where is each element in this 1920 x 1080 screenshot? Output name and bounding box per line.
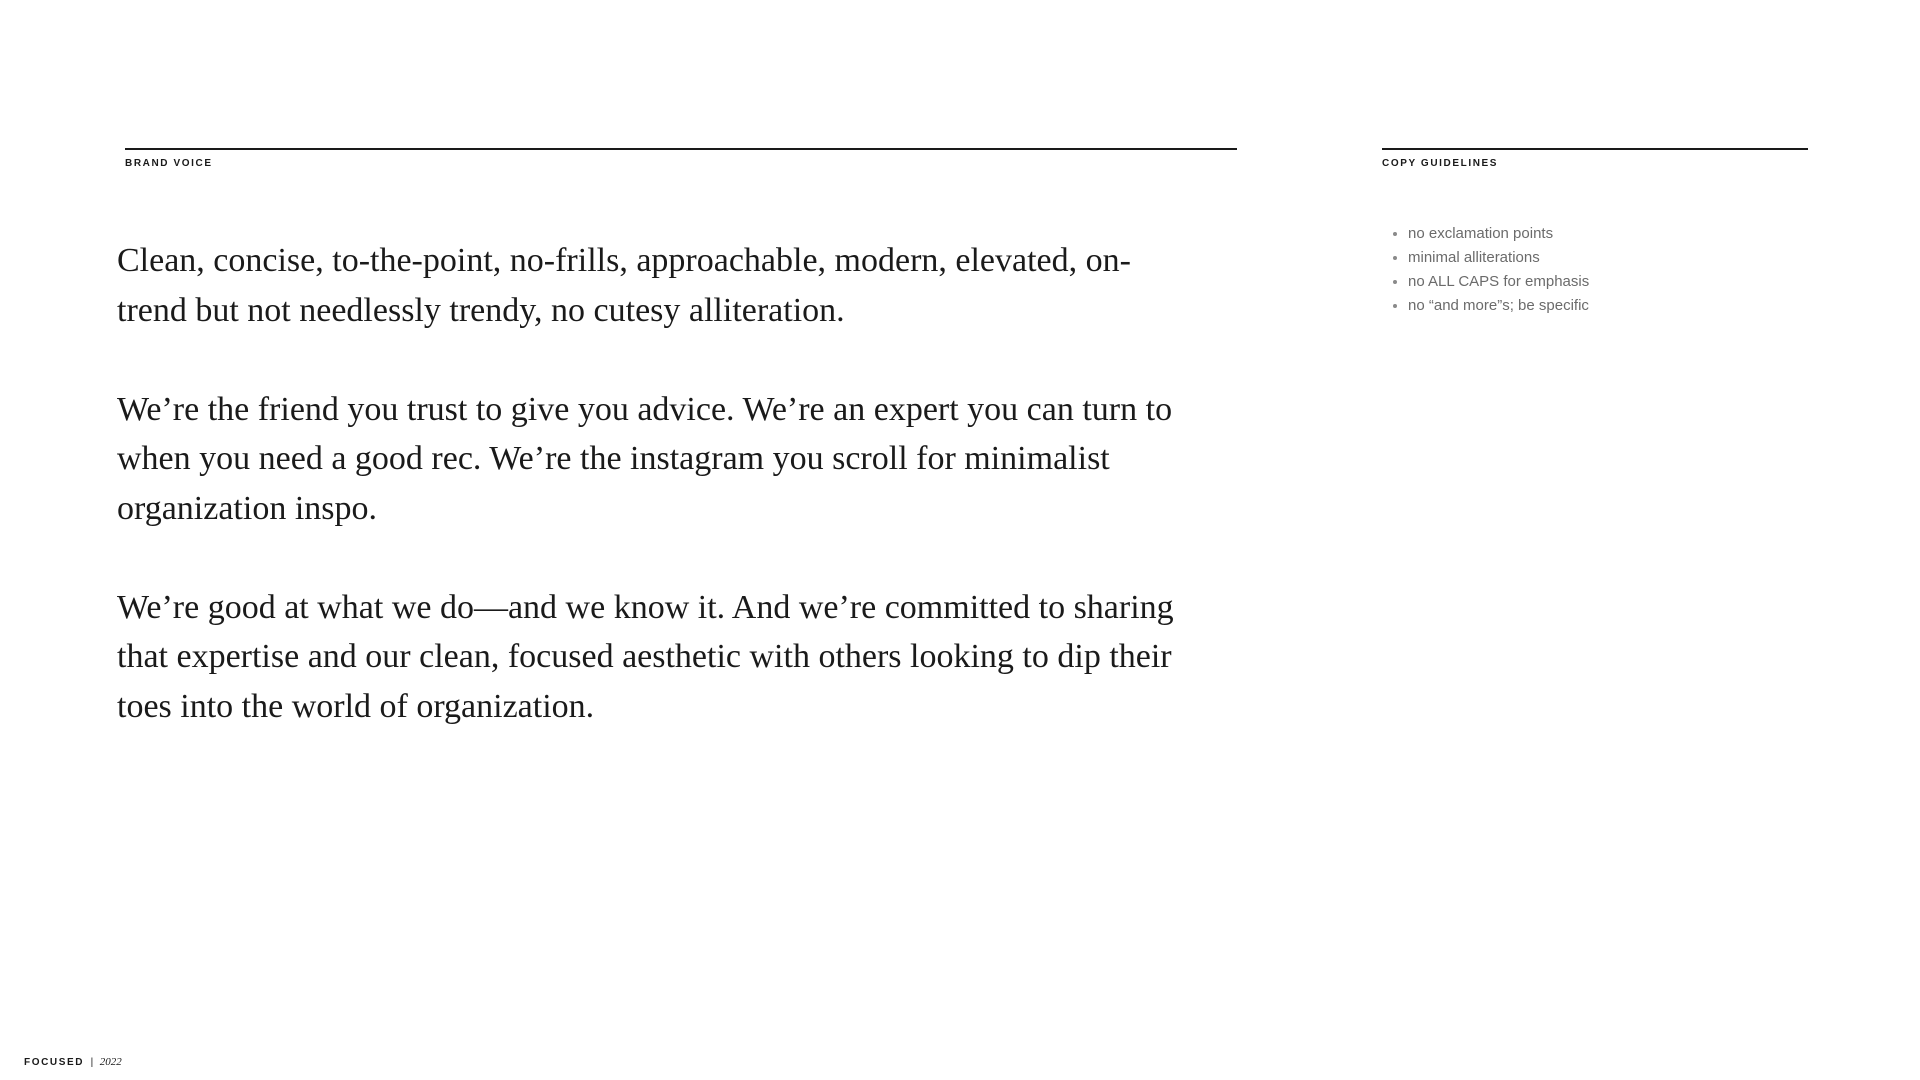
footer-year: 2022: [99, 1056, 122, 1068]
brand-voice-heading: BRAND VOICE: [125, 158, 213, 169]
copy-guidelines-divider: [1382, 148, 1808, 150]
guideline-text: no exclamation points: [1408, 225, 1554, 242]
brand-voice-paragraph: We’re the friend you trust to give you advice. We’re an expert you can turn to when you need a good rec. We’re the instagram you scroll for minimalist organization inspo.: [117, 390, 1173, 527]
brand-voice-body: [117, 236, 1197, 781]
bullet-icon: [1393, 256, 1397, 260]
copy-guidelines-section: [1382, 148, 1808, 170]
guideline-item: [1382, 294, 1802, 318]
footer-brand: FOCUSED: [24, 1057, 85, 1068]
guideline-item: [1382, 270, 1802, 294]
guideline-item: [1382, 246, 1802, 270]
copy-guidelines-heading: COPY GUIDELINES: [1382, 158, 1499, 169]
copy-guidelines-list: [1382, 222, 1802, 318]
guideline-text: minimal alliterations: [1408, 249, 1540, 266]
footer-separator: |: [90, 1057, 94, 1068]
guideline-item: [1382, 222, 1802, 246]
guideline-text: no ALL CAPS for emphasis: [1408, 273, 1590, 290]
brand-voice-divider: [125, 148, 1237, 150]
bullet-icon: [1393, 232, 1397, 236]
brand-voice-section: [125, 148, 1237, 170]
bullet-icon: [1393, 280, 1397, 284]
brand-voice-paragraph: We’re good at what we do—and we know it. And we’re committed to sharing that expertise and our clean, focused aesthetic with others looking to dip their toes into the world of organization.: [117, 588, 1174, 725]
bullet-icon: [1393, 304, 1397, 308]
footer: [24, 1056, 122, 1069]
brand-voice-paragraph: Clean, concise, to-the-point, no-frills, approachable, modern, elevated, on-trend but not needlessly trendy, no cutesy alliteration.: [117, 242, 1131, 329]
guideline-text: no “and more”s; be specific: [1408, 297, 1589, 314]
